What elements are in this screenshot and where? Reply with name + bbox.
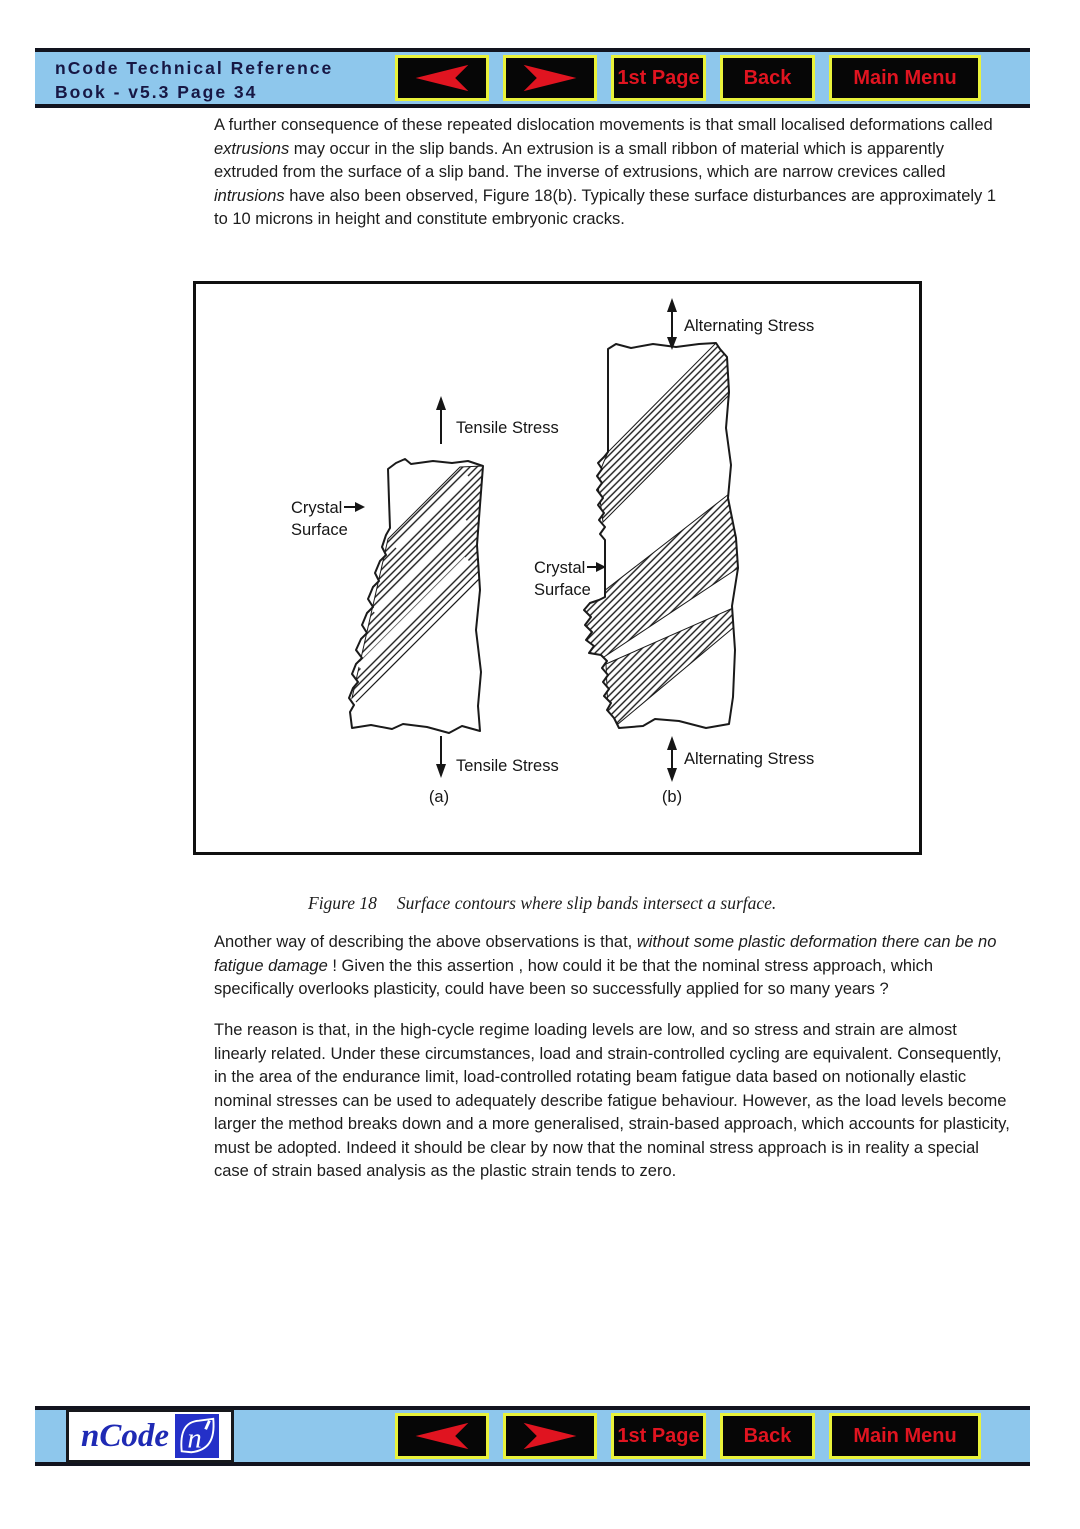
text-run: Another way of describing the above observations is that,	[214, 933, 637, 951]
title-line-1: nCode Technical Reference	[55, 58, 334, 78]
paragraph-high-cycle: The reason is that, in the high-cycle regime loading levels are low, and so stress and strain are almost linearly related. Under these circumstances, load and strain-controlled cycling are equivalent. Consequently, in the area of the endurance limit, load-controlled rotating beam fatigue data based on notionally elastic nominal stresses can be used to adequately describe fatigue behaviour. However, as the load levels become larger the method breaks down and a more generalised, strain-based approach, which accounts for plasticity, must be adopted. Indeed it should be clear by now that the nominal stress approach is in reality a special case of strain based analysis as the plastic strain tends to zero.	[214, 1021, 1010, 1180]
ncode-logo	[66, 1409, 234, 1463]
page-title	[55, 56, 333, 104]
left-arrow-icon	[413, 1420, 471, 1452]
footer-back-button[interactable]: Back	[720, 1413, 815, 1459]
right-arrow-icon	[521, 62, 579, 94]
right-arrow-icon	[521, 1420, 579, 1452]
text-run: have also been observed, Figure 18(b). Typically these surface disturbances are approximately 1 to 10 microns in height and constitute embryonic cracks.	[214, 186, 997, 228]
crystal-label-b-line2: Surface	[534, 581, 591, 599]
footer-next-page-button[interactable]	[503, 1413, 597, 1459]
text-run: A further consequence of these repeated dislocation movements is that small localised deformations called	[214, 116, 993, 134]
back-button[interactable]: Back	[720, 55, 815, 101]
alternating-stress-bottom-label: Alternating Stress	[684, 750, 815, 768]
paragraph-extrusions	[214, 114, 1012, 232]
crystal-label-b-line1: Crystal	[534, 559, 586, 577]
main-menu-button[interactable]: Main Menu	[829, 55, 981, 101]
text-run: ! Given the this assertion , how could it be that the nominal stress approach, which specifically overlooks plasticity, could have been so successfully applied for so many years ?	[214, 956, 934, 998]
left-arrow-icon	[413, 62, 471, 94]
figure-18	[193, 281, 922, 855]
footer-prev-page-button[interactable]	[395, 1413, 489, 1459]
figure-caption-number: Figure 18	[308, 893, 377, 913]
ncode-logo-text: nCode	[80, 1417, 169, 1454]
prev-page-button[interactable]	[395, 55, 489, 101]
header-nav	[395, 55, 981, 101]
tensile-stress-top-label: Tensile Stress	[456, 419, 559, 437]
figure-caption-text: Surface contours where slip bands intersect a surface.	[396, 893, 777, 913]
alternating-stress-top-label: Alternating Stress	[684, 317, 815, 335]
figure-caption	[308, 893, 948, 914]
first-page-button[interactable]: 1st Page	[611, 55, 706, 101]
crystal-label-a-line1: Crystal	[291, 499, 343, 517]
footer-nav	[395, 1413, 981, 1459]
header-bar	[35, 48, 1030, 108]
figure-18-diagram	[193, 281, 922, 855]
sublabel-a: (a)	[428, 788, 450, 806]
title-line-2: Book - v5.3 Page 34	[55, 82, 258, 102]
text-run-italic: extrusions	[214, 139, 290, 158]
sublabel-b: (b)	[661, 788, 683, 806]
crystal-label-a-line2: Surface	[291, 521, 348, 539]
logo-letter: n	[187, 1422, 202, 1455]
tensile-stress-bottom-label: Tensile Stress	[456, 757, 559, 775]
text-run-italic: intrusions	[214, 186, 285, 205]
ncode-logo-mark-icon	[175, 1414, 219, 1458]
crystal-diagram-b	[584, 343, 738, 728]
footer-main-menu-button[interactable]: Main Menu	[829, 1413, 981, 1459]
text-run: may occur in the slip bands. An extrusion is a small ribbon of material which is apparently extruded from the surface of a slip band. The inverse of extrusions, which are narrow crevices called	[214, 139, 946, 181]
text-run-italic: without some plastic deformation there can be no fatigue damage	[214, 933, 997, 975]
paragraph-plastic-deformation	[214, 931, 1012, 1002]
footer-first-page-button[interactable]: 1st Page	[611, 1413, 706, 1459]
next-page-button[interactable]	[503, 55, 597, 101]
